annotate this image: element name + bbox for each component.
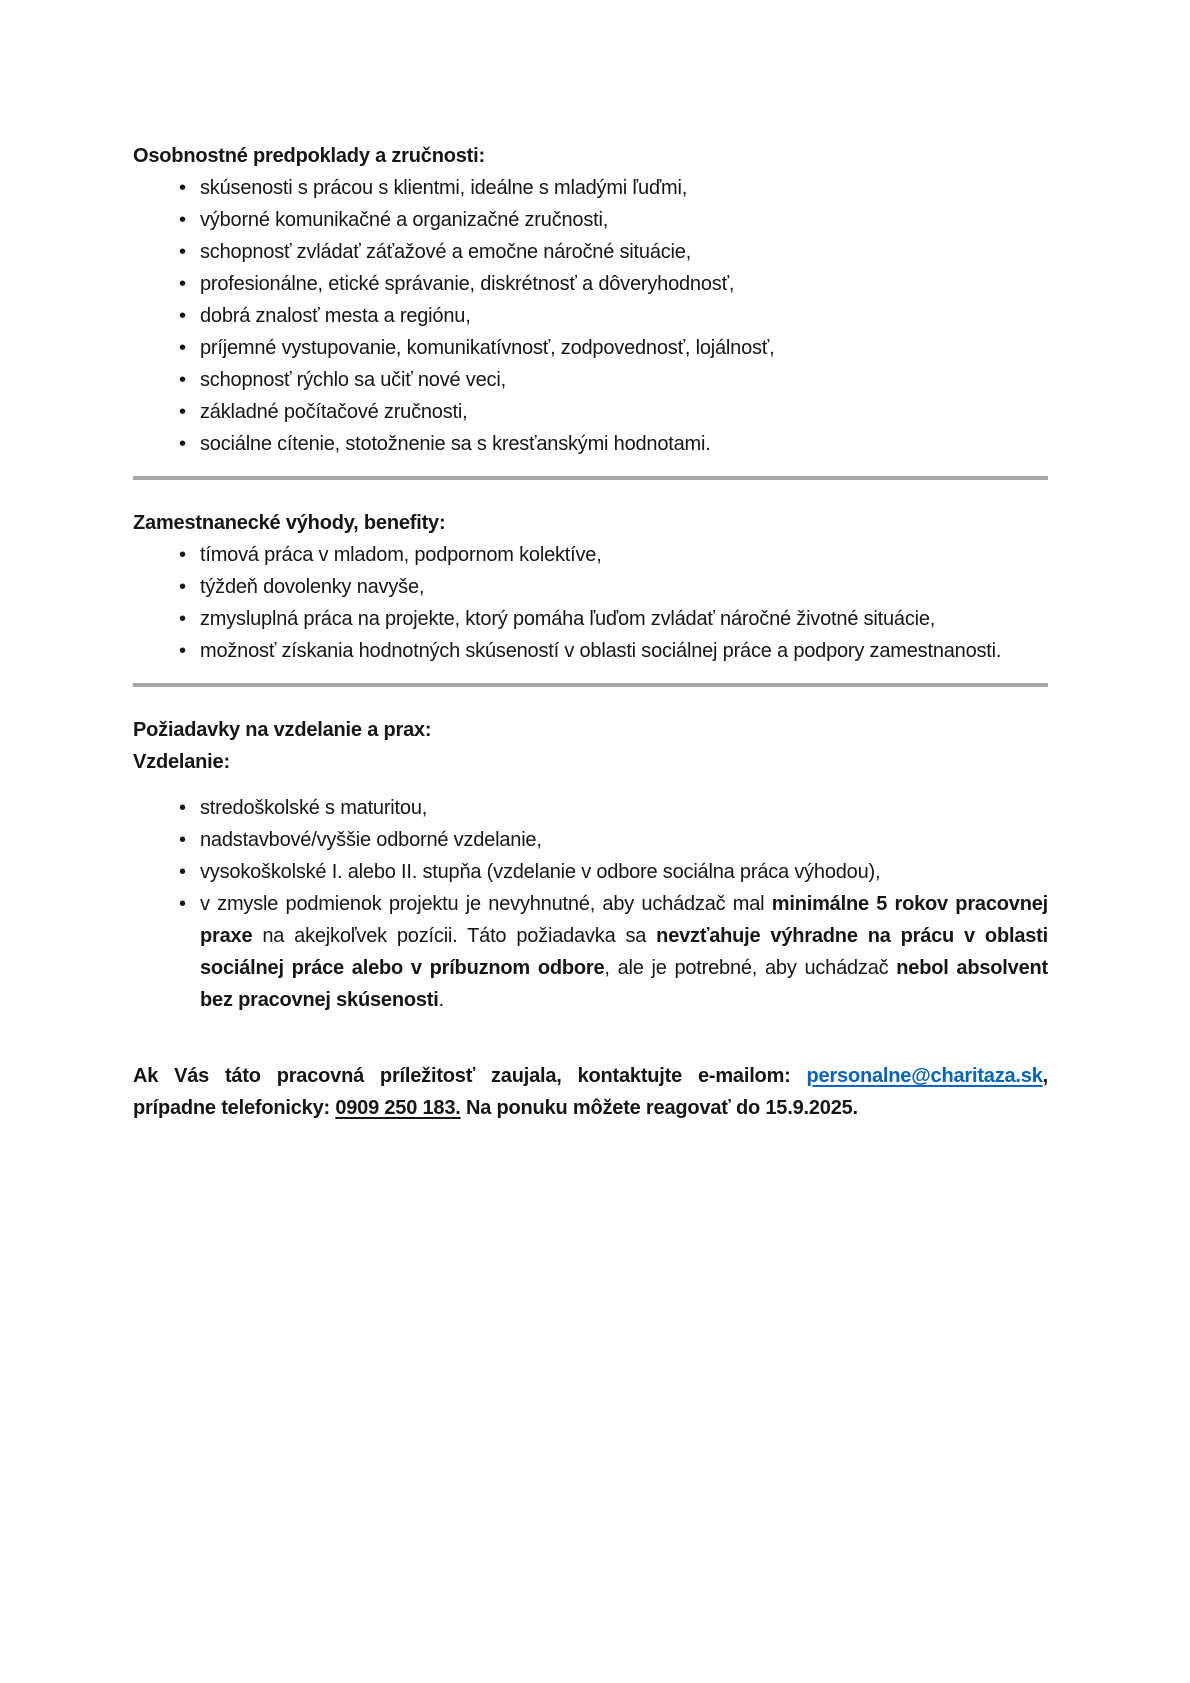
text-run: , prípadne telefonicky: <box>133 1065 1048 1119</box>
text-run: sociálne cítenie, stotožnenie sa s kresťanskými hodnotami. <box>200 433 711 455</box>
text-run: Na ponuku môžete reagovať do 15.9.2025. <box>460 1097 858 1119</box>
text-run: nevzťahuje výhradne na prácu v oblasti sociálnej práce alebo v príbuznom odbore <box>200 925 1048 979</box>
text-run: dobrá znalosť mesta a regiónu, <box>200 305 471 327</box>
bullet-icon: • <box>179 861 186 883</box>
text-run: príjemné vystupovanie, komunikatívnosť, zodpovednosť, lojálnosť, <box>200 337 775 359</box>
bullet-icon: • <box>179 829 186 851</box>
phone-number: 0909 250 183. <box>335 1097 461 1119</box>
text-run: výborné komunikačné a organizačné zručnosti, <box>200 209 609 231</box>
bullet-icon: • <box>179 640 186 662</box>
bullet-item <box>179 888 1048 1016</box>
closing-paragraph <box>133 1060 1048 1124</box>
bullet-icon: • <box>179 369 186 391</box>
bullet-item <box>179 300 1048 332</box>
requirements-heading: Požiadavky na vzdelanie a prax: <box>133 719 432 741</box>
text-run: skúsenosti s prácou s klientmi, ideálne s mladými ľuďmi, <box>200 177 688 199</box>
bullet-icon: • <box>179 337 186 359</box>
text-run: nadstavbové/vyššie odborné vzdelanie, <box>200 829 542 851</box>
bullet-item <box>179 364 1048 396</box>
bullet-item <box>179 824 1048 856</box>
section-divider <box>133 683 1048 687</box>
bullet-item <box>179 571 1048 603</box>
section-requirements <box>133 714 1048 1016</box>
email-link[interactable]: personalne@charitaza.sk <box>806 1065 1043 1087</box>
section-divider <box>133 476 1048 480</box>
education-subheading: Vzdelanie: <box>133 751 230 773</box>
bullet-icon: • <box>179 273 186 295</box>
text-run: . <box>438 989 444 1011</box>
bullet-item <box>179 204 1048 236</box>
section-benefits <box>133 507 1048 667</box>
text-run: stredoškolské s maturitou, <box>200 797 428 819</box>
bullet-icon: • <box>179 401 186 423</box>
skills-list <box>133 172 1048 460</box>
bullet-item <box>179 268 1048 300</box>
text-run: na akejkoľvek pozícii. Táto požiadavka sa <box>252 925 657 947</box>
bullet-item <box>179 539 1048 571</box>
bullet-item <box>179 792 1048 824</box>
bullet-icon: • <box>179 177 186 199</box>
bullet-icon: • <box>179 576 186 598</box>
bullet-icon: • <box>179 305 186 327</box>
text-run: schopnosť rýchlo sa učiť nové veci, <box>200 369 506 391</box>
text-run: zmysluplná práca na projekte, ktorý pomáha ľuďom zvládať náročné životné situácie, <box>200 608 936 630</box>
section-skills <box>133 140 1048 460</box>
bullet-icon: • <box>179 241 186 263</box>
education-list <box>133 792 1048 1016</box>
benefits-list <box>133 539 1048 667</box>
skills-heading: Osobnostné predpoklady a zručnosti: <box>133 145 485 167</box>
text-run: profesionálne, etické správanie, diskrétnosť a dôveryhodnosť, <box>200 273 735 295</box>
text-run: základné počítačové zručnosti, <box>200 401 468 423</box>
benefits-heading: Zamestnanecké výhody, benefity: <box>133 512 446 534</box>
bullet-icon: • <box>179 893 186 915</box>
bullet-icon: • <box>179 608 186 630</box>
text-run: , ale je potrebné, aby uchádzač <box>604 957 897 979</box>
bullet-icon: • <box>179 544 186 566</box>
text-run: v zmysle podmienok projektu je nevyhnutné, aby uchádzač mal <box>200 893 772 915</box>
bullet-icon: • <box>179 209 186 231</box>
text-run: schopnosť zvládať záťažové a emočne náročné situácie, <box>200 241 692 263</box>
bullet-item <box>179 635 1048 667</box>
bullet-icon: • <box>179 797 186 819</box>
bullet-item <box>179 236 1048 268</box>
bullet-item <box>179 856 1048 888</box>
text-run: Ak Vás táto pracovná príležitosť zaujala, kontaktujte e-mailom: <box>133 1065 807 1087</box>
text-run: minimálne 5 rokov pracovnej praxe <box>200 893 1048 947</box>
bullet-item <box>179 172 1048 204</box>
bullet-item <box>179 332 1048 364</box>
text-run: týždeň dovolenky navyše, <box>200 576 425 598</box>
bullet-item <box>179 428 1048 460</box>
bullet-item <box>179 603 1048 635</box>
bullet-icon: • <box>179 433 186 455</box>
bullet-item <box>179 396 1048 428</box>
text-run: možnosť získania hodnotných skúseností v oblasti sociálnej práce a podpory zamestnanosti. <box>200 640 1002 662</box>
text-run: nebol absolvent bez pracovnej skúsenosti <box>200 957 1048 1011</box>
text-run: vysokoškolské I. alebo II. stupňa (vzdelanie v odbore sociálna práca výhodou), <box>200 861 881 883</box>
text-run: tímová práca v mladom, podpornom kolektíve, <box>200 544 602 566</box>
